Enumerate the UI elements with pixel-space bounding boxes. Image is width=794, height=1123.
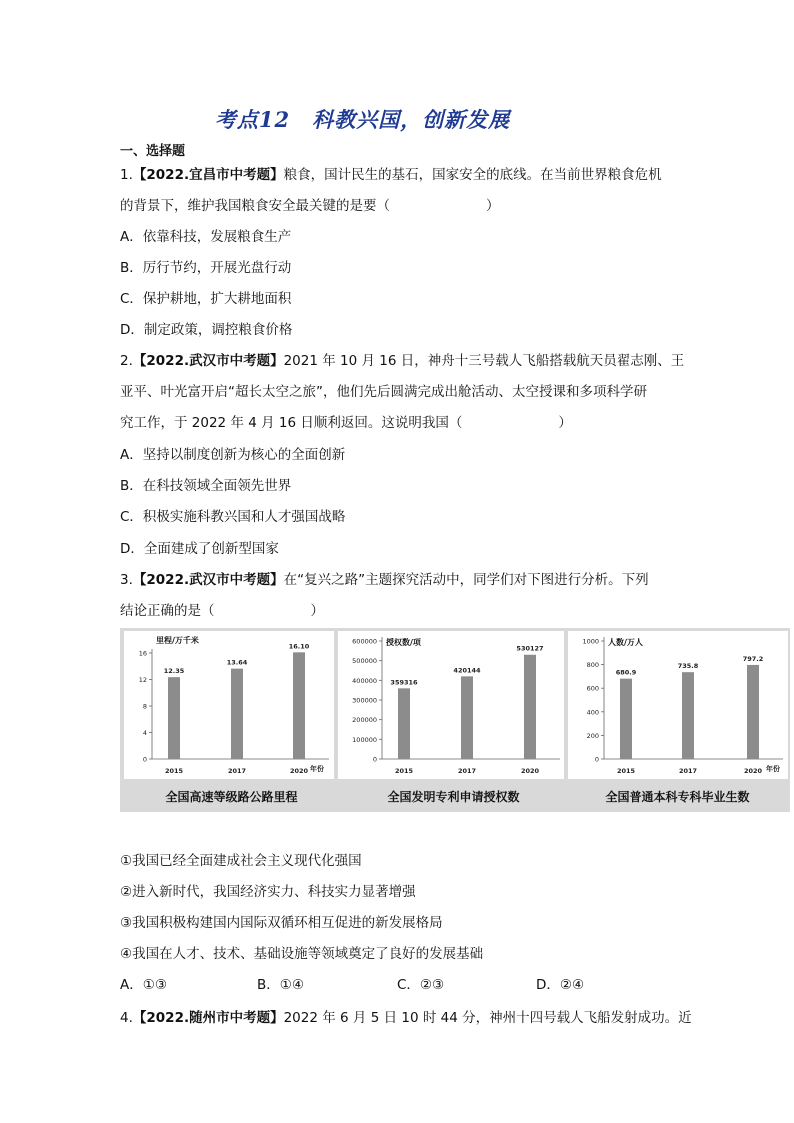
y-tick-label: 500000 xyxy=(352,657,377,666)
q4-number: 4. xyxy=(120,1010,133,1026)
y-tick-label: 12 xyxy=(138,676,147,684)
q2-option-b: B．在科技领域全面领先世界 xyxy=(120,478,292,494)
q2-option-d: D．全面建成了创新型国家 xyxy=(120,541,279,557)
y-tick-label: 0 xyxy=(372,755,377,764)
q1-source: 【2022.宜昌市中考题】 xyxy=(132,167,284,183)
y-tick-label: 4 xyxy=(142,729,147,737)
x-tick-label: 2015 xyxy=(164,767,184,775)
chart-panel-3 xyxy=(568,631,788,779)
bar xyxy=(524,655,536,759)
y-tick-label: 200 xyxy=(586,731,599,740)
chart-graduates xyxy=(568,631,788,779)
bar-value-label: 420144 xyxy=(453,666,481,675)
q3-statement-2: ②进入新时代，我国经济实力、科技实力显著增强 xyxy=(120,884,416,900)
x-tick-label: 2020 xyxy=(289,767,309,775)
x-tick-label: 2015 xyxy=(394,767,414,775)
q2-number: 2. xyxy=(120,353,133,369)
y-axis-label: 里程/万千米 xyxy=(156,636,199,645)
q1-close-paren: ） xyxy=(486,198,500,214)
bar xyxy=(168,677,180,759)
chart-caption-2: 全国发明专利申请授权数 xyxy=(387,790,520,804)
q2-close-paren: ） xyxy=(558,415,572,431)
q1-option-b: B．厉行节约，开展光盘行动 xyxy=(120,260,292,276)
bar-value-label: 735.8 xyxy=(677,662,699,671)
y-tick-label: 0 xyxy=(142,755,147,764)
y-axis-label: 人数/万人 xyxy=(608,638,643,647)
q3-close-paren: ） xyxy=(310,603,324,619)
q4-text-1: 2022 年 6 月 5 日 10 时 44 分，神州十四号载人飞船发射成功。近 xyxy=(283,1010,692,1026)
q3-option-c: C．②③ xyxy=(397,977,445,993)
x-tick-label: 2017 xyxy=(457,767,477,775)
q1-text-1: 粮食，国计民生的基石，国家安全的底线。在当前世界粮食危机 xyxy=(283,167,662,183)
bar-value-label: 530127 xyxy=(516,644,544,653)
y-tick-label: 300000 xyxy=(352,696,377,705)
q3-option-b: B．①④ xyxy=(257,977,304,993)
bar xyxy=(461,676,473,759)
q2-option-c: C．积极实施科教兴国和人才强国战略 xyxy=(120,509,346,525)
q3-statement-4: ④我国在人才、技术、基础设施等领域奠定了良好的发展基础 xyxy=(120,946,484,962)
chart-patents xyxy=(338,631,564,779)
q2-option-a: A．坚持以制度创新为核心的全面创新 xyxy=(120,447,346,463)
q4-line-1 xyxy=(120,1009,692,1027)
bar-value-label: 12.35 xyxy=(163,667,185,676)
x-tick-label: 2020 xyxy=(743,767,763,775)
bar xyxy=(747,665,759,759)
chart-panel-2 xyxy=(338,631,564,779)
y-axis-label: 授权数/项 xyxy=(386,638,421,647)
y-tick-label: 600 xyxy=(586,684,599,693)
bar xyxy=(293,652,305,759)
q3-option-d: D．②④ xyxy=(536,977,585,993)
q1-option-a: A．依靠科技，发展粮食生产 xyxy=(120,229,292,245)
chart-highway xyxy=(124,631,334,779)
bar-value-label: 797.2 xyxy=(742,654,764,663)
y-tick-label: 0 xyxy=(594,755,599,764)
q2-line-2: 亚平、叶光富开启“超长太空之旅”，他们先后圆满完成出舱活动、太空授课和多项科学研 xyxy=(120,384,647,400)
x-tick-label: 2015 xyxy=(616,767,636,775)
bar-value-label: 359316 xyxy=(390,678,418,687)
section-heading: 一、选择题 xyxy=(120,144,186,159)
q3-text-2: 结论正确的是（ xyxy=(120,603,215,619)
x-tick-label: 2017 xyxy=(227,767,247,775)
bar xyxy=(682,672,694,759)
y-tick-label: 400000 xyxy=(352,676,377,685)
q1-number: 1. xyxy=(120,167,133,183)
q1-option-d: D．制定政策，调控粮食价格 xyxy=(120,322,293,338)
q3-statement-3: ③我国积极构建国内国际双循环相互促进的新发展格局 xyxy=(120,915,443,931)
bar-value-label: 13.64 xyxy=(226,658,248,667)
y-tick-label: 8 xyxy=(142,702,147,711)
x-tick-label: 2020 xyxy=(520,767,540,775)
q3-number: 3. xyxy=(120,572,133,588)
chart-caption-1: 全国高速等级路公路里程 xyxy=(165,790,298,804)
q1-line-2 xyxy=(120,197,500,215)
q1-option-c: C．保护耕地，扩大耕地面积 xyxy=(120,291,292,307)
q3-line-1 xyxy=(120,571,649,589)
x-axis-label: 年份 xyxy=(766,765,780,773)
bar-value-label: 16.10 xyxy=(288,642,310,651)
chart-figure xyxy=(120,628,790,812)
q3-statement-1: ①我国已经全面建成社会主义现代化强国 xyxy=(120,853,362,869)
y-tick-label: 16 xyxy=(138,649,147,658)
y-tick-label: 100000 xyxy=(352,735,377,744)
y-tick-label: 600000 xyxy=(352,637,377,646)
x-tick-label: 2017 xyxy=(678,767,698,775)
q2-line-3 xyxy=(120,414,572,432)
chart-caption-3: 全国普通本科专科毕业生数 xyxy=(605,790,750,804)
bar xyxy=(620,679,632,759)
y-tick-label: 800 xyxy=(586,661,599,670)
bar xyxy=(398,688,410,759)
chart-panel-1 xyxy=(124,631,334,779)
q3-line-2 xyxy=(120,602,324,620)
q2-text-1: 2021 年 10 月 16 日，神舟十三号载人飞船搭载航天员翟志刚、王 xyxy=(283,353,685,369)
q2-line-1 xyxy=(120,352,684,370)
q4-source: 【2022.随州市中考题】 xyxy=(132,1010,284,1026)
q3-source: 【2022.武汉市中考题】 xyxy=(132,572,284,588)
y-tick-label: 200000 xyxy=(352,716,377,725)
q2-text-3: 究工作，于 2022 年 4 月 16 日顺利返回。这说明我国（ xyxy=(120,415,463,431)
q1-line-1 xyxy=(120,166,662,184)
y-tick-label: 400 xyxy=(586,708,599,717)
bar xyxy=(231,669,243,759)
page-title: 考点12 科教兴国，创新发展 xyxy=(214,107,511,132)
q3-option-a: A．①③ xyxy=(120,977,167,993)
y-tick-label: 1000 xyxy=(582,637,599,646)
q2-source: 【2022.武汉市中考题】 xyxy=(132,353,284,369)
q1-text-2: 的背景下，维护我国粮食安全最关键的是要（ xyxy=(120,198,390,214)
q3-text-1: 在“复兴之路”主题探究活动中，同学们对下图进行分析。下列 xyxy=(283,572,649,588)
bar-value-label: 680.9 xyxy=(615,668,637,677)
x-axis-label: 年份 xyxy=(310,765,324,773)
